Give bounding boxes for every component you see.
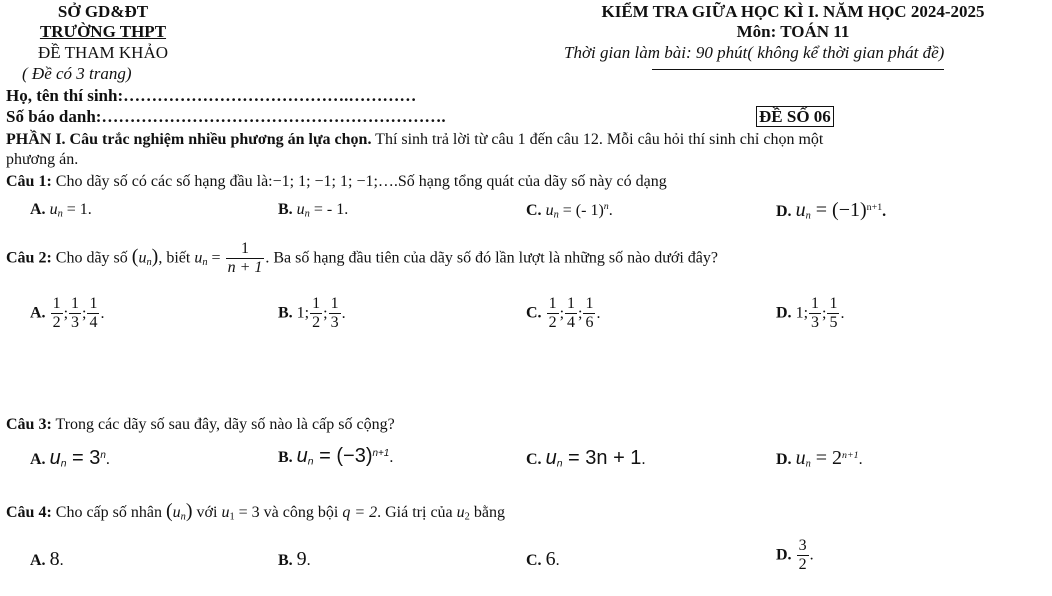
separator: . [840, 304, 845, 322]
header-subject: Môn: TOÁN 11 [736, 22, 850, 41]
fraction-numerator: 1 [329, 295, 341, 314]
option-end: . [389, 449, 394, 466]
option-end: . [555, 552, 560, 569]
student-id-field: Số báo danh:……………………………………………………. [6, 107, 446, 126]
math-subscript: n [553, 209, 559, 221]
math-symbol: u [795, 199, 806, 221]
math-subscript: n [57, 208, 63, 220]
option-label: C. [526, 451, 542, 468]
exam-code-text: ĐỀ SỐ 06 [756, 106, 834, 127]
fraction [547, 295, 559, 333]
fraction-denominator: 4 [567, 314, 576, 332]
math-rhs: = 3n + 1 [562, 447, 642, 469]
separator: ; [63, 304, 69, 322]
option-fractions [808, 295, 845, 332]
fraction [69, 295, 81, 333]
math-subscript: 2 [464, 511, 470, 523]
option-end: . [641, 451, 646, 468]
fraction [329, 295, 341, 333]
question-1-option-a[interactable] [30, 201, 92, 220]
fraction-denominator: 2 [52, 314, 61, 332]
option-fractions [309, 295, 346, 332]
math-symbol: u [296, 445, 308, 467]
option-end: . [858, 451, 863, 468]
math-superscript: n+1 [842, 450, 859, 462]
question-4-option-d[interactable] [776, 537, 814, 575]
math-subscript: n [805, 210, 811, 222]
fraction-denominator: 3 [811, 314, 820, 332]
math-symbol: u [49, 201, 58, 218]
header-exam-title: KIỂM TRA GIỮA HỌC KÌ I. NĂM HỌC 2024-2025 [601, 2, 985, 21]
option-value: 6 [545, 548, 556, 570]
math-rhs: = 2 [810, 447, 843, 469]
fraction-numerator: 1 [583, 295, 595, 314]
header-page-count: ( Đề có 3 trang) [22, 64, 132, 83]
separator: ; [304, 304, 310, 322]
math-subscript: n [60, 458, 67, 470]
option-first-term: 1 [795, 304, 804, 322]
math-rhs: = (- 1) [558, 201, 604, 219]
student-name-field: Họ, tên thí sinh:………………………………….………… [6, 86, 417, 105]
question-4-stem [6, 500, 505, 523]
option-label: A. [30, 304, 46, 322]
question-1-option-c[interactable] [526, 201, 613, 221]
math-rhs: = - 1 [309, 201, 345, 218]
fraction-numerator: 3 [797, 537, 809, 556]
separator: . [341, 304, 346, 322]
question-4-option-c[interactable] [526, 548, 560, 571]
option-label: B. [278, 552, 293, 569]
question-4-text-mid: và công bội [259, 504, 343, 521]
paren-open: ( [131, 245, 139, 268]
fraction-numerator: 1 [51, 295, 63, 314]
fraction [583, 295, 595, 333]
math-subscript: 1 [229, 511, 235, 523]
math-subscript: n [180, 511, 186, 523]
fraction-denominator: n + 1 [227, 259, 263, 277]
paren-close: ) [151, 245, 159, 268]
fraction [87, 295, 99, 333]
fraction-numerator: 1 [69, 295, 81, 314]
math-subscript: n [805, 458, 811, 470]
paren-close: ) [185, 500, 193, 522]
option-value: 8 [49, 548, 60, 570]
exam-code [756, 107, 834, 127]
question-1-text-after: .Số hạng tổng quát của dãy số này có dạng [393, 173, 667, 190]
question-3-stem [6, 416, 395, 434]
header-underline [652, 69, 944, 70]
math-symbol: u [138, 249, 147, 267]
option-value: 9 [296, 548, 307, 570]
header-reference: ĐỀ THAM KHẢO [37, 43, 168, 62]
question-4-text-before: Cho cấp số nhân [51, 504, 166, 521]
math-symbol: u [545, 447, 557, 469]
separator: ; [323, 304, 328, 322]
option-end: . [59, 552, 64, 569]
option-end: . [608, 201, 613, 219]
separator: ; [822, 304, 827, 322]
fraction-denominator: 2 [312, 314, 321, 332]
fraction-numerator: 1 [827, 295, 839, 314]
part1-instructions-line1: Thí sinh trả lời từ câu 1 đến câu 12. Mỗi câu hỏi thí sinh chỉ chọn một [371, 131, 824, 148]
question-4-option-a[interactable] [30, 548, 64, 571]
header-time: Thời gian làm bài: 90 phút( không kể thời gian phát đề) [564, 43, 945, 62]
question-3-option-d[interactable] [776, 447, 863, 470]
option-label: C. [526, 304, 542, 322]
option-end: . [87, 201, 92, 218]
question-2-option-b[interactable] [278, 295, 346, 333]
part1-heading: PHẦN I. Câu trắc nghiệm nhiều phương án lựa chọn. [6, 131, 372, 148]
option-end: . [882, 203, 887, 220]
math-superscript: n [100, 450, 106, 462]
math-symbol: u [296, 201, 305, 218]
option-label: B. [278, 304, 293, 322]
math-superscript: n+1 [372, 448, 390, 460]
question-2-stem [6, 240, 718, 278]
fraction-denominator: 2 [548, 314, 557, 332]
question-2-option-d[interactable] [776, 295, 844, 333]
part1-instructions-line2: phương án. [6, 151, 79, 168]
option-end: . [344, 201, 349, 218]
question-2-option-a[interactable] [30, 295, 104, 333]
option-first-term: 1 [296, 304, 305, 322]
math-subscript: n [556, 458, 563, 470]
math-expression: q = 2 [342, 504, 378, 521]
math-subscript: n [307, 456, 314, 468]
math-symbol: u [172, 504, 181, 521]
option-label: A. [30, 451, 46, 468]
option-end: . [105, 451, 110, 468]
math-symbol: u [795, 447, 806, 469]
math-superscript: n+1 [866, 202, 883, 214]
fraction-denominator: 6 [585, 314, 594, 332]
option-end: . [306, 552, 311, 569]
question-1-sequence: −1; 1; −1; 1; −1;… [272, 173, 394, 190]
fraction [809, 295, 821, 333]
equals-sign: = [207, 249, 225, 267]
math-rhs: = 3 [234, 504, 260, 521]
header-school-text: TRƯỜNG THPT [39, 22, 167, 41]
question-3-option-a[interactable] [30, 447, 110, 470]
fraction [797, 537, 809, 575]
math-subscript: n [146, 257, 152, 269]
option-label: D. [776, 203, 792, 220]
question-3-option-c[interactable] [526, 447, 645, 470]
option-label: B. [278, 201, 293, 218]
separator: ; [803, 304, 809, 322]
question-3-option-b[interactable] [278, 445, 393, 468]
option-fractions [50, 295, 105, 332]
fraction-denominator: 4 [89, 314, 98, 332]
option-label: B. [278, 449, 293, 466]
math-rhs: = (−1) [810, 199, 867, 221]
option-label: C. [526, 201, 542, 219]
option-label: C. [526, 552, 542, 569]
question-1-label: Câu 1: [6, 173, 52, 190]
question-1-text-before: Cho dãy số có các số hạng đầu là: [51, 173, 273, 190]
option-label: D. [776, 451, 792, 468]
math-subscript: n [202, 257, 208, 269]
fraction-denominator: 2 [798, 556, 807, 574]
header-school [18, 22, 188, 42]
separator: . [100, 304, 105, 322]
option-label: D. [776, 304, 792, 322]
part1-instructions [6, 131, 823, 149]
paren-open: ( [165, 500, 173, 522]
question-1-option-d[interactable] [776, 199, 886, 222]
fraction-denominator: 3 [330, 314, 339, 332]
option-end: . [809, 546, 814, 564]
option-fractions [546, 295, 601, 332]
math-symbol: u [194, 249, 203, 267]
question-2-option-c[interactable] [526, 295, 600, 333]
math-rhs: = (−3) [313, 445, 373, 467]
question-3-text: Trong các dãy số sau đây, dãy số nào là cấp số cộng? [51, 416, 395, 433]
math-subscript: n [304, 208, 310, 220]
header-department: SỞ GD&ĐT [57, 2, 149, 21]
fraction [827, 295, 839, 333]
math-symbol: u [49, 447, 61, 469]
question-4-option-b[interactable] [278, 548, 311, 571]
separator: ; [578, 304, 583, 322]
option-label: A. [30, 201, 46, 218]
separator: . [596, 304, 601, 322]
question-3-label: Câu 3: [6, 416, 52, 433]
fraction-numerator: 1 [809, 295, 821, 314]
fraction [226, 240, 265, 278]
fraction [565, 295, 577, 333]
fraction [310, 295, 322, 333]
fraction-denominator: 5 [829, 314, 838, 332]
question-1-stem [6, 173, 667, 191]
math-superscript: n [603, 201, 609, 212]
fraction-numerator: 1 [310, 295, 322, 314]
question-2-text-after: . Ba số hạng đầu tiên của dãy số đó lần lượt là những số nào dưới đây? [265, 249, 718, 267]
math-rhs: = 1 [62, 201, 88, 218]
fraction-numerator: 1 [547, 295, 559, 314]
separator: ; [559, 304, 565, 322]
fraction-numerator: 1 [565, 295, 577, 314]
fraction-denominator: 3 [71, 314, 80, 332]
math-symbol: u [545, 201, 554, 219]
question-4-text-mid: với [192, 504, 222, 521]
question-2-text-before: Cho dãy số [51, 249, 132, 267]
fraction-numerator: 1 [226, 240, 265, 259]
question-1-option-b[interactable] [278, 201, 348, 220]
separator: ; [82, 304, 87, 322]
fraction [51, 295, 63, 333]
option-label: D. [776, 546, 792, 564]
fraction-numerator: 1 [87, 295, 99, 314]
question-4-text-mid: . Giá trị của [377, 504, 457, 521]
question-2-text-mid: , biết [158, 249, 195, 267]
math-rhs: = 3 [66, 447, 101, 469]
question-4-text-after: bằng [469, 504, 505, 521]
question-4-label: Câu 4: [6, 504, 52, 521]
option-label: A. [30, 552, 46, 569]
math-symbol: u [221, 504, 230, 521]
math-symbol: u [456, 504, 465, 521]
question-2-label: Câu 2: [6, 249, 52, 267]
